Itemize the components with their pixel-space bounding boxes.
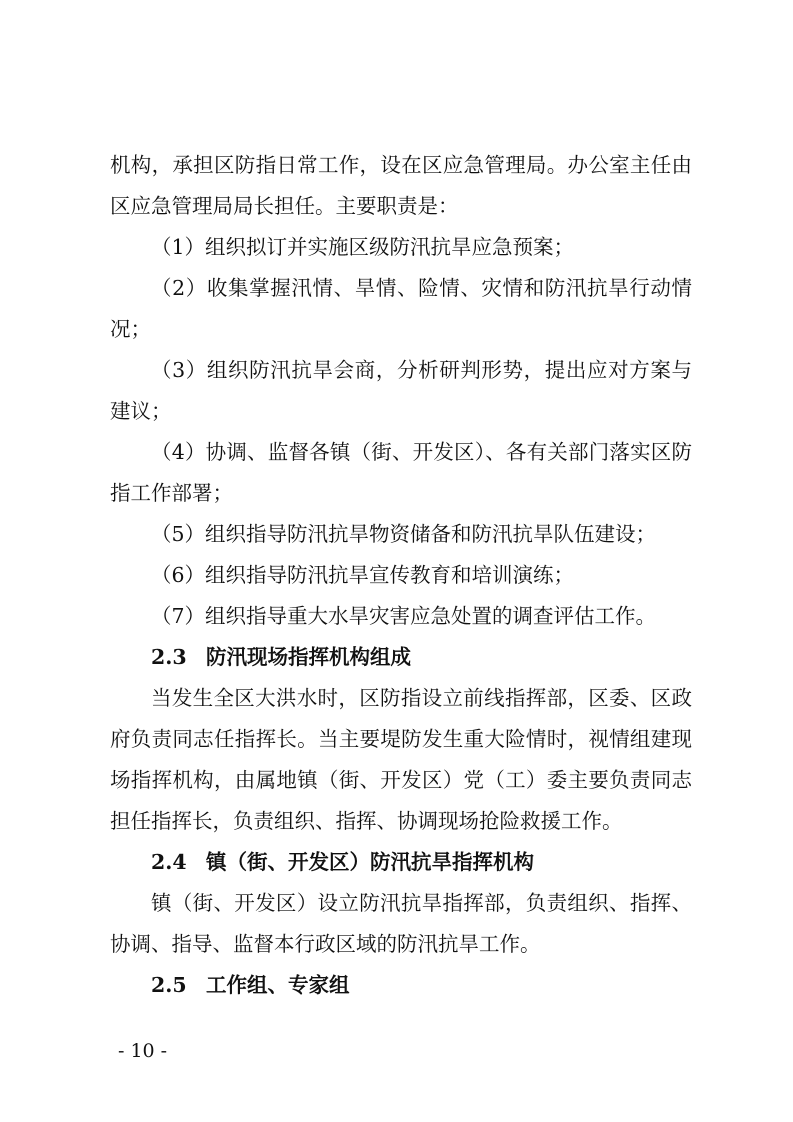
section-title: 镇（街、开发区）防汛抗旱指挥机构 [206,850,534,874]
body-line: 区应急管理局局长担任。主要职责是： [110,194,459,218]
body-line: 指工作部署； [110,481,233,505]
list-item: （1）组织拟订并实施区级防汛抗旱应急预案； [151,235,575,259]
section-heading-2-3 [151,642,793,672]
body-line: 场指挥机构，由属地镇（街、开发区）党（工）委主要负责同志 [110,768,692,792]
list-item: （2）收集掌握汛情、旱情、险情、灾情和防汛抗旱行动情 [151,276,692,300]
list-item: （5）组织指导防汛抗旱物资储备和防汛抗旱队伍建设； [151,522,657,546]
body-line: 镇（街、开发区）设立防汛抗旱指挥部，负责组织、指挥、 [151,891,692,915]
body-line: 府负责同志任指挥长。当主要堤防发生重大险情时，视情组建现 [110,727,692,751]
list-item: （7）组织指导重大水旱灾害应急处置的调查评估工作。 [151,604,657,628]
section-title: 防汛现场指挥机构组成 [206,645,411,669]
body-line: 协调、指导、监督本行政区域的防汛抗旱工作。 [110,932,541,956]
section-heading-2-4 [151,847,793,877]
body-line: 况； [110,317,151,341]
body-line: 担任指挥长，负责组织、指挥、协调现场抢险救援工作。 [110,809,623,833]
body-line: 机构，承担区防指日常工作，设在区应急管理局。办公室主任由 [110,153,692,177]
section-number: 2.3 [151,645,187,669]
list-item: （4）协调、监督各镇（街、开发区）、各有关部门落实区防 [151,440,692,464]
list-item: （3）组织防汛抗旱会商，分析研判形势，提出应对方案与 [151,358,692,382]
section-number: 2.5 [151,973,187,997]
page-number: - 10 - [118,1040,168,1062]
section-number: 2.4 [151,850,187,874]
list-item: （6）组织指导防汛抗旱宣传教育和培训演练； [151,563,575,587]
body-line: 当发生全区大洪水时，区防指设立前线指挥部，区委、区政 [151,686,692,710]
section-title: 工作组、专家组 [206,973,350,997]
section-heading-2-5 [151,970,793,1000]
body-line: 建议； [110,399,172,423]
